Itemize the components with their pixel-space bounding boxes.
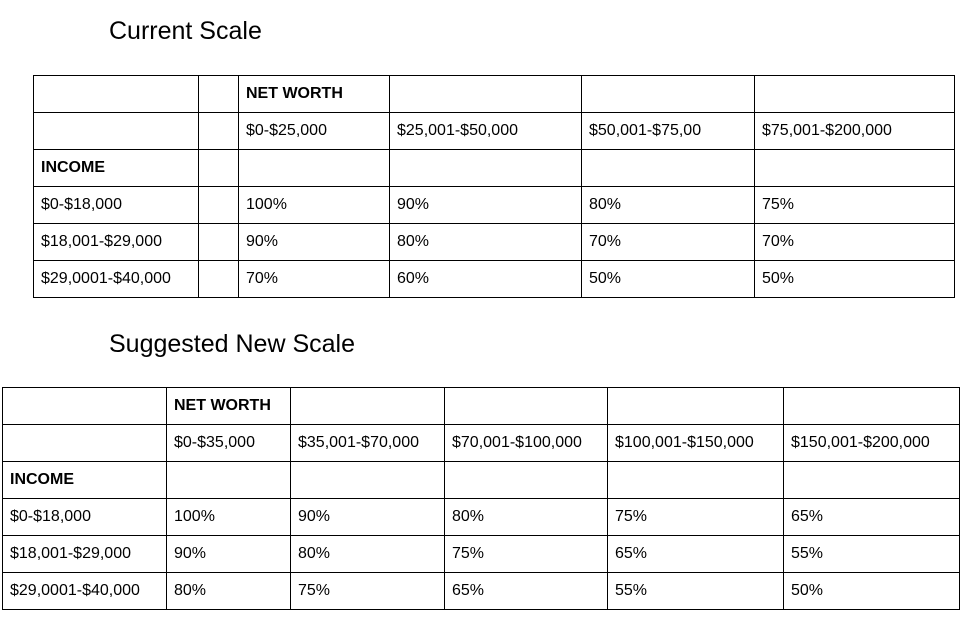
percent-cell: 50% xyxy=(784,573,960,610)
suggested-scale-table xyxy=(2,387,960,610)
net-worth-range: $75,001-$200,000 xyxy=(755,113,955,150)
table-cell xyxy=(390,150,582,187)
table-row xyxy=(34,261,955,298)
net-worth-range: $150,001-$200,000 xyxy=(784,425,960,462)
table-row xyxy=(3,462,960,499)
table-row xyxy=(34,113,955,150)
table-cell xyxy=(784,388,960,425)
percent-cell: 75% xyxy=(755,187,955,224)
percent-cell: 70% xyxy=(239,261,390,298)
table-cell xyxy=(608,388,784,425)
table-row xyxy=(3,425,960,462)
table-row xyxy=(34,150,955,187)
table-row xyxy=(34,187,955,224)
percent-cell: 75% xyxy=(608,499,784,536)
net-worth-range: $0-$35,000 xyxy=(167,425,291,462)
table-row xyxy=(3,536,960,573)
table-cell xyxy=(582,76,755,113)
percent-cell: 65% xyxy=(608,536,784,573)
income-range: $0-$18,000 xyxy=(3,499,167,536)
percent-cell: 70% xyxy=(755,224,955,261)
percent-cell: 50% xyxy=(582,261,755,298)
percent-cell: 80% xyxy=(445,499,608,536)
suggested-scale-heading: Suggested New Scale xyxy=(109,330,355,358)
table-cell xyxy=(199,150,239,187)
table-cell xyxy=(199,113,239,150)
income-range: $0-$18,000 xyxy=(34,187,199,224)
table-row xyxy=(3,573,960,610)
table-cell xyxy=(199,187,239,224)
table-cell xyxy=(34,113,199,150)
income-range: $29,0001-$40,000 xyxy=(34,261,199,298)
table-cell xyxy=(755,76,955,113)
percent-cell: 70% xyxy=(582,224,755,261)
percent-cell: 50% xyxy=(755,261,955,298)
current-scale-heading: Current Scale xyxy=(109,17,262,45)
percent-cell: 80% xyxy=(291,536,445,573)
percent-cell: 90% xyxy=(291,499,445,536)
current-scale-table xyxy=(33,75,955,298)
table-cell xyxy=(239,150,390,187)
net-worth-range: $100,001-$150,000 xyxy=(608,425,784,462)
percent-cell: 55% xyxy=(784,536,960,573)
percent-cell: 65% xyxy=(445,573,608,610)
table-row xyxy=(3,499,960,536)
percent-cell: 90% xyxy=(239,224,390,261)
table-cell xyxy=(3,388,167,425)
table-cell xyxy=(199,224,239,261)
table-cell xyxy=(199,76,239,113)
table-cell xyxy=(291,462,445,499)
percent-cell: 60% xyxy=(390,261,582,298)
percent-cell: 90% xyxy=(390,187,582,224)
table-row xyxy=(34,224,955,261)
net-worth-range: $35,001-$70,000 xyxy=(291,425,445,462)
percent-cell: 80% xyxy=(390,224,582,261)
net-worth-range: $50,001-$75,00 xyxy=(582,113,755,150)
percent-cell: 100% xyxy=(239,187,390,224)
table-cell xyxy=(445,462,608,499)
percent-cell: 100% xyxy=(167,499,291,536)
table-row xyxy=(3,388,960,425)
table-cell xyxy=(784,462,960,499)
percent-cell: 55% xyxy=(608,573,784,610)
net-worth-range: $70,001-$100,000 xyxy=(445,425,608,462)
income-header: INCOME xyxy=(34,150,199,187)
table-cell xyxy=(390,76,582,113)
net-worth-header: NET WORTH xyxy=(239,76,390,113)
net-worth-header: NET WORTH xyxy=(167,388,291,425)
table-cell xyxy=(608,462,784,499)
table-cell xyxy=(34,76,199,113)
percent-cell: 90% xyxy=(167,536,291,573)
percent-cell: 80% xyxy=(167,573,291,610)
percent-cell: 80% xyxy=(582,187,755,224)
table-cell xyxy=(291,388,445,425)
net-worth-range: $0-$25,000 xyxy=(239,113,390,150)
table-cell xyxy=(199,261,239,298)
percent-cell: 65% xyxy=(784,499,960,536)
table-cell xyxy=(167,462,291,499)
income-header: INCOME xyxy=(3,462,167,499)
percent-cell: 75% xyxy=(445,536,608,573)
income-range: $29,0001-$40,000 xyxy=(3,573,167,610)
table-cell xyxy=(3,425,167,462)
percent-cell: 75% xyxy=(291,573,445,610)
income-range: $18,001-$29,000 xyxy=(3,536,167,573)
table-cell xyxy=(582,150,755,187)
table-cell xyxy=(755,150,955,187)
net-worth-range: $25,001-$50,000 xyxy=(390,113,582,150)
table-cell xyxy=(445,388,608,425)
table-row xyxy=(34,76,955,113)
income-range: $18,001-$29,000 xyxy=(34,224,199,261)
